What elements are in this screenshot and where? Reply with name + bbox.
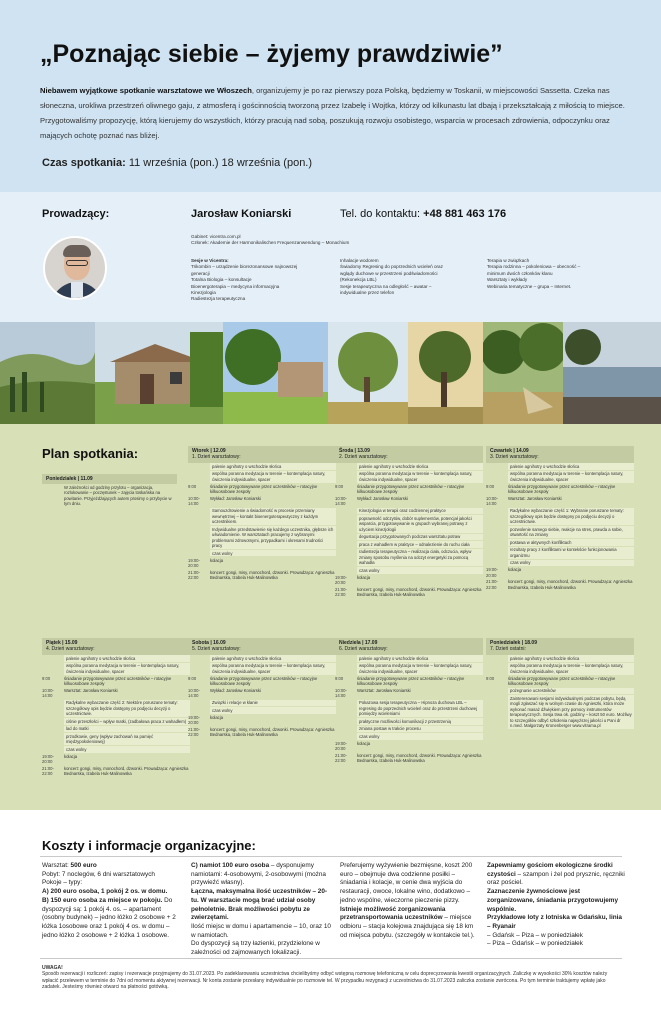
schedule-row	[42, 765, 190, 777]
hills-photo	[0, 322, 95, 424]
day-name: Sobota | 16.09	[192, 640, 226, 646]
schedule-row	[486, 559, 634, 567]
schedule-row	[335, 515, 483, 533]
schedule-row	[335, 548, 483, 566]
trees-photo	[408, 322, 483, 424]
event-desc: czas wolny	[210, 707, 336, 713]
schedule-row	[335, 687, 483, 699]
day-subtitle: 1. Dzień warsztatowy:	[192, 454, 241, 461]
event-time	[42, 726, 64, 732]
forest-photo	[483, 322, 563, 424]
day-card	[486, 446, 634, 591]
schedule-row	[486, 687, 634, 695]
event-time	[188, 707, 210, 713]
event-desc: śniadanie przygotowywane przez uczestników – rotacyjne kilkuosobowe zespoły	[357, 675, 465, 687]
event-desc: Wykład: Jarosław Koniarski	[210, 687, 261, 693]
event-desc: wspólna poranna medytacja w terenie – kontemplacja natury, ćwiczenia indywidualne, spacer	[357, 663, 483, 675]
event-time: 10:00-14:00	[188, 495, 200, 507]
event-time	[486, 508, 508, 525]
offer-item: Bioenergoterapia – medycyna informacyjna	[191, 283, 280, 289]
schedule-row	[486, 507, 634, 525]
schedule-row	[335, 470, 483, 483]
day-subtitle: 5. Dzień warsztatowy:	[192, 646, 241, 653]
offer-item: Trikombin – urządzenie biorezonansowe najnowszej generacji	[191, 264, 298, 276]
meeting-time-value: 11 września (pon.) 18 września (pon.)	[128, 157, 313, 169]
event-desc: wspólna poranna medytacja w terenie – kontemplacja natury, ćwiczenia indywidualne, spacer	[210, 471, 336, 483]
schedule-row	[335, 752, 483, 764]
event-time	[335, 534, 357, 540]
event-desc: palenie agnihotry o wschodzie słońca	[64, 655, 190, 661]
event-time	[335, 549, 357, 566]
event-time	[486, 663, 508, 675]
offer-item: Świadomy Regresing do poprzednich wcieleń oraz wglądy duchowe w przestrzeni podświadomości (Rekonekcja LBL)	[340, 264, 443, 283]
event-desc: degustacja przygotowanych podczas warsztatu potraw	[357, 534, 483, 540]
day-header	[486, 446, 634, 463]
event-desc: wspólna poranna medytacja w terenie – kontemplacja natury, ćwiczenia indywidualne, spacer	[64, 663, 190, 675]
schedule-row	[188, 675, 336, 687]
day-name: Środa | 13.09	[339, 448, 370, 454]
day-subtitle: 3. Dzień warsztatowy:	[490, 454, 539, 461]
event-time: 19:00-20:00	[335, 574, 347, 586]
phone-number: +48 881 463 176	[423, 208, 507, 220]
event-time: 9:00	[188, 483, 197, 489]
event-desc: czas wolny	[508, 560, 634, 566]
event-desc: Warsztat: Jarosław Koniarski	[64, 687, 118, 693]
schedule-row	[188, 463, 336, 471]
day-header	[188, 446, 336, 463]
event-time	[335, 567, 357, 573]
meeting-time-label: Czas spotkania:	[42, 157, 126, 169]
event-time	[335, 471, 357, 483]
schedule-row	[335, 495, 483, 507]
event-time	[486, 471, 508, 483]
host-office: Gabinet: vicentra.com.pl	[191, 234, 241, 239]
schedule-row	[42, 746, 190, 754]
page-title: „Poznając siebie – żyjemy prawdziwie”	[40, 40, 503, 68]
event-desc: postawa w aktywnych konfliktach	[508, 539, 634, 545]
sea-photo	[563, 322, 661, 424]
event-time	[335, 726, 357, 732]
schedule-row	[42, 662, 190, 675]
schedule-row	[335, 507, 483, 515]
event-desc: Radykalne wybaczanie część 2: Niektóre poruszane tematy: szczegółowy opis będzie dostępny po podjęciu decyzji o uczestnictwie.	[64, 700, 190, 717]
schedule-row	[42, 687, 190, 699]
event-desc: kolacja	[210, 557, 224, 563]
schedule-row	[335, 725, 483, 733]
event-desc: kolacja	[210, 714, 224, 720]
event-desc: Zainteresowani sesjami indywidualnymi podczas pobytu, będą mogli zgłaszać się w wolnym czasie do Agnieszki, która może wykonać masaż dźwiękiem przy pomocy instrumentów terapeutycznych. Sesja trwa ok. godziny – koszt 50 euro. Możliwy to szczegółów odbyć szkolenia najwyższej jakości u Pani dr n.med. Małgorzaty Kronenberger www.vitrama.pl	[508, 695, 634, 728]
schedule-row	[188, 655, 336, 663]
event-desc: śniadanie przygotowywane przez uczestników – rotacyjne kilkuosobowe zespoły	[357, 483, 465, 495]
event-desc: Pokazowa sesja terapeutyczna – Hipnoza duchowa LBL – regresing do poprzednich wcieleń oraz do przestrzeni duchowej pomiędzy wcieleniami	[357, 700, 483, 717]
event-desc: pożegnanie uczestników	[508, 688, 634, 694]
event-time	[188, 463, 210, 469]
schedule-row	[188, 495, 336, 507]
event-time	[486, 560, 508, 566]
event-time: 10:00-14:00	[188, 687, 200, 699]
event-desc: palenie agnihotry o wschodzie słońca	[508, 463, 634, 469]
event-time: 10:00-14:00	[335, 495, 347, 507]
event-time: 10:00-14:00	[335, 687, 347, 699]
day-subtitle: 4. Dzień warsztatowy:	[46, 646, 95, 653]
schedule-row	[486, 579, 634, 591]
event-desc: praca z wahadłem w praktyce – odnalezienie do ruchu ciała	[357, 541, 483, 547]
schedule-row	[335, 718, 483, 726]
event-time	[486, 539, 508, 545]
cost-column: Warsztat: 500 euro Pobyt: 7 noclegów, 6 dni warsztatowych Pokoje – typy: A) 200 euro osoba, 1 pokój 2 os. w domu. B) 150 euro osoba za miejsce w pokoju. Do dyspozycji są: 1 pokój 4. os. – apartament (osobny budynek) – jedno łóżko 2 osobowe + 2 łóżka 1osobowe oraz 1 pokój 4 os. w domu – jedno łóżko 2 osobowe + 2 łóżka 1 osobowe.	[42, 862, 176, 939]
day-name: Niedziela | 17.09	[339, 640, 378, 646]
intro-text	[40, 83, 630, 143]
schedule-row	[486, 675, 634, 687]
event-desc: czas wolny	[357, 567, 483, 573]
event-desc: koncert: gongi, misy, monochord, dzwonki. Prowadząca: Agnieszka Bednarska, Izabela Huk-Malinowska	[508, 579, 633, 590]
host-affiliation	[191, 234, 411, 247]
event-time	[335, 515, 357, 532]
day-header	[335, 446, 483, 463]
event-desc: poprawność odczytów, dobór suplementów, potencjał jakości wsparcia, przygotowywanie w grupach wybranej potrawy z użyciem kinezjologii	[357, 515, 483, 532]
plan-title: Plan spotkania:	[42, 446, 139, 461]
offer-item: Terapia w związkach	[487, 258, 530, 263]
schedule-row	[486, 526, 634, 539]
schedule-row	[335, 483, 483, 495]
event-desc: kolacja	[357, 574, 371, 580]
cost-column: Preferujemy wyżywienie bezmięsne, koszt 200 euro – obejmuje dwa codzienne posiłki – śniadania i kolacje, w cenie dwa wyjścia do restauracji, owoce, lokalne wino, dodatkowo – jedno wspólne, wieczorne pieczenie pizzy. Istnieje możliwość zorganizowania przetransportowania uczestników – miejsce odbioru – stacja kolejowa znajdująca się 18 km od miejsca pobytu. (szczegóły w kontakcie tel.).	[340, 862, 475, 939]
event-desc: koncert: gongi, misy, monochord, dzwonki. Prowadząca: Agnieszka Bednarska, Izabela Huk-Malinowska	[210, 726, 335, 738]
offer-column-title: Sesje w Vicentra:	[191, 258, 229, 263]
event-time	[335, 718, 357, 724]
day-name: Piątek | 15.09	[46, 640, 78, 646]
host-label: Prowadzący:	[42, 208, 110, 220]
event-time	[335, 508, 357, 514]
schedule-row	[486, 483, 634, 495]
schedule-row	[42, 484, 177, 507]
event-time: 10:00-14:00	[42, 687, 54, 699]
schedule-row	[188, 526, 336, 550]
event-time	[335, 655, 357, 661]
schedule-row	[486, 655, 634, 663]
event-time: 19:00-20:00	[188, 714, 200, 726]
event-time: 21:00-22:00	[188, 726, 200, 738]
avatar-glasses	[66, 260, 88, 266]
event-time	[335, 541, 357, 547]
event-desc: koncert: gongi, misy, monochord, dzwonki. Prowadząca: Agnieszka Bednarska, Izabela Huk-Malinowska	[210, 569, 335, 580]
day-card	[486, 638, 634, 729]
event-desc: lad do matki	[64, 726, 190, 732]
event-desc: Samouzdrowienie a świadomość w procesie przemiany wewnętrznej – kontakt bioenergoterapeutyczny z każdym uczestnikiem.	[210, 508, 336, 525]
schedule-row	[486, 546, 634, 559]
day-name: Poniedziałek | 18.09	[490, 640, 537, 646]
offer-item: Totalna Biologia – konsultacje	[191, 277, 252, 283]
schedule-row	[188, 687, 336, 699]
event-time: 9:00	[42, 675, 51, 681]
schedule-row	[188, 470, 336, 483]
avatar-hair	[63, 245, 91, 257]
event-time	[188, 471, 210, 483]
meeting-time	[42, 157, 312, 169]
phone-label: Tel. do kontaktu:	[340, 208, 421, 220]
costs-title: Koszty i informacje organizacyjne:	[42, 838, 256, 853]
schedule-row	[486, 495, 634, 507]
schedule-row	[188, 707, 336, 715]
event-time	[486, 547, 508, 559]
day-subtitle: 6. Dzień warsztatowy:	[339, 646, 388, 653]
schedule-row	[486, 662, 634, 675]
avatar	[43, 236, 107, 300]
event-time	[335, 700, 357, 717]
intro-bold: Niebawem wyjątkowe spotkanie warsztatowe we Włoszech	[40, 86, 252, 95]
schedule-row	[486, 539, 634, 547]
event-time	[42, 718, 64, 724]
schedule-row	[486, 463, 634, 471]
schedule-row	[42, 718, 190, 726]
event-desc: koncert: gongi, misy, monochord, dzwonki. Prowadząca: Agnieszka Bednarska, Izabela Huk-Malinowska	[64, 765, 189, 777]
event-desc: kolacja	[357, 740, 371, 746]
event-time	[335, 733, 357, 739]
schedule-row	[335, 733, 483, 741]
schedule-row	[42, 733, 190, 746]
event-desc: śniadanie przygotowywane przez uczestników – rotacyjne kilkuosobowe zespoły	[508, 675, 616, 687]
schedule-row	[188, 507, 336, 525]
event-desc: czas wolny	[210, 550, 336, 556]
schedule-row	[335, 541, 483, 549]
schedule-row	[188, 726, 336, 738]
event-desc: Wykład: Jarosław Koniarski	[210, 495, 261, 501]
event-time: 19:00-20:00	[188, 557, 200, 568]
schedule-row	[188, 569, 336, 581]
schedule-row	[335, 463, 483, 471]
schedule-row	[42, 725, 190, 733]
schedule-row	[335, 740, 483, 752]
event-desc: wspólna poranna medytacja w terenie – kontemplacja natury, ćwiczenia indywidualne, spacer	[357, 471, 483, 483]
day-header	[486, 638, 634, 655]
schedule-row	[42, 655, 190, 663]
avatar-shirt	[71, 282, 83, 300]
event-time	[188, 526, 210, 549]
event-desc: wspólna poranna medytacja w terenie – kontemplacja natury, ćwiczenia indywidualne, spacer	[508, 471, 634, 483]
day-card	[335, 638, 483, 764]
day-subtitle: 7. Dzień ostatni:	[490, 646, 526, 653]
event-time	[486, 688, 508, 694]
day-header	[188, 638, 336, 655]
day-name: Czwartek | 14.09	[490, 448, 529, 454]
schedule-row	[42, 753, 190, 765]
event-desc: kolacja	[64, 753, 78, 759]
offer-item: Webinaria tematyczne – grupa – Internet.	[487, 283, 572, 289]
event-time: 9:00	[486, 675, 495, 681]
day-card	[188, 638, 336, 738]
event-desc: ciśnie przeszłości – wpływ matki, (zadbałowa praca z wahadłem)	[64, 718, 190, 724]
schedule-row	[188, 714, 336, 726]
schedule-row	[486, 567, 634, 579]
cost-column: C) namiot 100 euro osoba – dysponujemy namiotami: 4-osobowymi, 2-osobowymi (można przywieźć własny). Łączna, maksymalna ilość uczestników – 20-tu. W warsztacie mogą brać udział osoby pełnoletnie. Brak możliwości pobytu ze zwierzętami. Ilość miejsc w domu i apartamencie – 10, oraz 10 w namiotach. Do dyspozycji są trzy łazienki, przydzielone w zależności od zajmowanych lokalizacji.	[191, 862, 331, 957]
event-time	[42, 663, 64, 675]
schedule-row	[486, 470, 634, 483]
day-header	[335, 638, 483, 655]
event-time	[42, 746, 64, 752]
day-card	[42, 638, 190, 777]
event-time	[188, 655, 210, 661]
notice	[42, 965, 620, 991]
cost-column: Zapewniamy gościom ekologiczne środki czystości – szampon i żel pod prysznic, ręczniki oraz pościel. Zaznaczenie żywnościowe jest zorganizowane, śniadania przygotowujemy wspólnie. Przykładowe loty z lotniska w Gdańsku, linia – Ryanair – Gdańsk – Piza – w poniedziałek – Piza – Gdańsk – w poniedziałek	[487, 862, 625, 948]
event-time: 19:00-20:00	[42, 753, 54, 765]
schedule-row	[42, 675, 190, 687]
schedule-row	[188, 549, 336, 557]
offer-item: Sesje terapeutyczna na odległość – awatar – indywidualne przez telefon	[340, 283, 432, 296]
schedule-row	[335, 699, 483, 717]
host-name: Jarosław Koniarski	[191, 208, 292, 220]
event-desc: palenie agnihotry o wschodzie słońca	[210, 655, 336, 661]
event-time	[42, 700, 64, 717]
schedule-row	[42, 699, 190, 717]
event-desc: rezultaty pracy z konfliktami w kontekście funkcjonowania organizmu	[508, 547, 634, 559]
event-time: 19:00-20:00	[486, 567, 498, 578]
event-desc: Warsztat: Jarosław Koniarski	[508, 495, 562, 501]
host-member: Członek: Akademie der Harmonikalischen Frequenzanwendung – Monachium	[191, 240, 350, 246]
event-time: 10:00-14:00	[486, 495, 498, 507]
event-desc: śniadanie przygotowywane przez uczestników – rotacyjne kilkuosobowe zespoły	[210, 675, 318, 687]
event-time	[335, 463, 357, 469]
event-desc: czas wolny	[64, 746, 190, 752]
schedule-row	[335, 655, 483, 663]
day-name: Wtorek | 12.09	[192, 448, 226, 454]
notice-text: Sposób rezerwacji i rozliczeń: zapisy i rezerwacje przyjmujemy do 31.07.2023. Po zadeklarowaniu uczestnictwa chcielibyśmy odbyć wstępną rozmowę telefoniczną w celu doprecyzowania kwestii organizacyjnych. Zaliczkę w wysokości 30% kosztów należy wpłacić przelewem w terminie do 7dni od momentu aktywnej rezerwacji. Nr konta zostanie przesłany indywidualnie po rozmowie tel. W przypadku rezygnacji z uczestnictwa do 31.07.2023 zaliczka zostanie zwrócona. Po tym terminie traktujemy wpłatę jako zadatek. Jesteśmy również otwarci na płatności gotówką.	[42, 971, 608, 991]
olive-grove-photo	[328, 322, 408, 424]
schedule-row	[335, 662, 483, 675]
event-desc: zmiana postaw w trakcie procesu	[357, 726, 483, 732]
event-desc: Warsztat: Jarosław Koniarski	[357, 687, 411, 693]
event-desc: pozwolenie samego siebie, reakcje na stres, prawda a sobie, otwartość na zmiany	[508, 526, 634, 538]
event-desc: koncert: gongi, misy, monochord, dzwonki. Prowadząca: Agnieszka Bednarska, Izabela Huk-Malinowska	[357, 586, 482, 598]
schedule-row	[335, 586, 483, 598]
event-time	[188, 663, 210, 675]
event-time	[486, 655, 508, 661]
event-time	[42, 733, 64, 745]
day-header	[42, 638, 190, 655]
event-desc: praktyczne możliwości komunikacji z przestrzenią	[357, 718, 483, 724]
offer-column	[487, 258, 597, 290]
event-desc: W zależności od godziny przylotu – organizacja, rozlokowanie – poczęstunek – zajęcia toskańska na powitanie. Przyjeżdżających autem prosimy o przybycie w tym dniu.	[64, 484, 172, 507]
photo-strip	[0, 322, 661, 424]
day-subtitle: 2. Dzień warsztatowy:	[339, 454, 388, 461]
event-time	[42, 485, 64, 507]
host-phone	[340, 208, 506, 220]
event-time: 9:00	[335, 675, 344, 681]
schedule-row	[188, 662, 336, 675]
schedule-row	[188, 699, 336, 707]
event-desc: Indywidualne przedstawienie się każdego uczestnika, głębsze ich uświadomienie. W warsztatach pracujemy z wybranymi problemami zdrowotnymi, przypadkami i okresami trudności pracy	[210, 526, 336, 549]
event-time: 21:00-22:00	[335, 586, 347, 598]
offer-item: Inhalacje wodorem	[340, 258, 379, 263]
event-time: 21:00-22:00	[486, 579, 498, 590]
day-card	[335, 446, 483, 598]
event-desc: kolacja	[508, 567, 522, 573]
schedule-row	[188, 557, 336, 569]
event-desc: Kinezjologia w terapii oraz codziennej praktyce	[357, 508, 483, 514]
event-desc: koncert: gongi, misy, monochord, dzwonki. Prowadząca: Agnieszka Bednarska, Izabela Huk-Malinowska	[357, 752, 482, 764]
event-desc: śniadanie przygotowywane przez uczestników – rotacyjne kilkuosobowe zespoły	[508, 483, 616, 495]
event-time: 21:00-22:00	[335, 752, 347, 764]
event-desc: wspólna poranna medytacja w terenie – kontemplacja natury, ćwiczenia indywidualne, spacer	[508, 663, 634, 675]
day-header	[42, 474, 177, 484]
offer-item: Terapia rodzinna – pokoleniowa – obecność – minimum dwóch członków klanu	[487, 264, 581, 276]
day-card	[42, 474, 177, 507]
event-desc: śniadanie przygotowywane przez uczestników – rotacyjne kilkuosobowe zespoły	[64, 675, 172, 687]
divider	[40, 958, 622, 959]
event-desc: Związki i relacje w klanie	[210, 700, 336, 706]
schedule-row	[335, 574, 483, 586]
offer-item: Radiestezja terapeutyczna	[191, 296, 246, 302]
event-time: 9:00	[486, 483, 495, 489]
event-desc: śniadanie przygotowywane przez uczestników – rotacyjne kilkuosobowe zespoły	[210, 483, 318, 495]
day-card	[188, 446, 336, 581]
stone-house-photo	[95, 322, 223, 424]
event-desc: przodkowie, geny (wpływ zachowań na pamięć międzypokoleniowej)	[64, 733, 190, 745]
event-desc: wspólna poranna medytacja w terenie – kontemplacja natury, ćwiczenia indywidualne, spacer	[210, 663, 336, 675]
event-time: 21:00-22:00	[42, 765, 54, 777]
event-time	[486, 526, 508, 538]
schedule-row	[335, 675, 483, 687]
event-time	[42, 655, 64, 661]
day-name: Poniedziałek | 11.09	[46, 476, 93, 482]
event-desc: palenie agnihotry o wschodzie słońca	[357, 463, 483, 469]
divider	[40, 856, 622, 857]
offer-column	[340, 258, 450, 296]
garden-photo	[223, 322, 328, 424]
event-time	[188, 508, 210, 525]
event-desc: czas wolny	[357, 733, 483, 739]
offer-item: Warsztaty i wykłady	[487, 277, 528, 283]
schedule-row	[335, 533, 483, 541]
event-time: 19:00-20:00	[335, 740, 347, 752]
event-desc: Radykalne wybaczanie część 1: Wybranie poruszane tematy: szczegółowy opis będzie dostępny po podjęciu decyzji o uczestnictwie.	[508, 508, 634, 525]
event-time	[486, 695, 508, 728]
event-time: 21:00-22:00	[188, 569, 200, 580]
event-time: 9:00	[188, 675, 197, 681]
intro-rest: , organizujemy je po raz pierwszy poza Polską, będziemy w Toskanii, w miejscowości Sassetta. Czeka nas słoneczna, urokliwa przestrzeń oliwnego gaju, z atmosferą i gościnnością tworzoną przez Izabelę i Wojtka, którzy od kilkunastu lat dbają i przekształcają z miłością to miejsce. Przygotowaliśmy propozycję, którą kierujemy do wszystkich, którzy pracują nad sobą, poszukują rozwoju osobistego, wsparcia w procesach zdrowienia, odpoczynku oraz mających ochotę poznać nas bliżej.	[40, 86, 625, 140]
event-desc: radiestezja terapeutyczna – realizacja ciała, odczucia, wpływ zmiany sposobu myślenia na odczyt energetyki za pomocą wahadła	[357, 549, 483, 566]
event-time	[188, 700, 210, 706]
event-desc: palenie agnihotry o wschodzie słońca	[508, 655, 634, 661]
event-time	[335, 663, 357, 675]
schedule-row	[335, 567, 483, 575]
event-desc: Wykład: Jarosław Koniarski	[357, 495, 408, 501]
offer-column	[191, 258, 301, 303]
notice-title: UWAGA!	[42, 965, 63, 971]
event-desc: palenie agnihotry o wschodzie słońca	[210, 463, 336, 469]
schedule-row	[486, 695, 634, 730]
event-desc: palenie agnihotry o wschodzie słońca	[357, 655, 483, 661]
offer-item: Kinezjologia	[191, 290, 216, 296]
schedule-row	[188, 483, 336, 495]
event-time: 9:00	[335, 483, 344, 489]
event-time	[188, 550, 210, 556]
event-time	[486, 463, 508, 469]
